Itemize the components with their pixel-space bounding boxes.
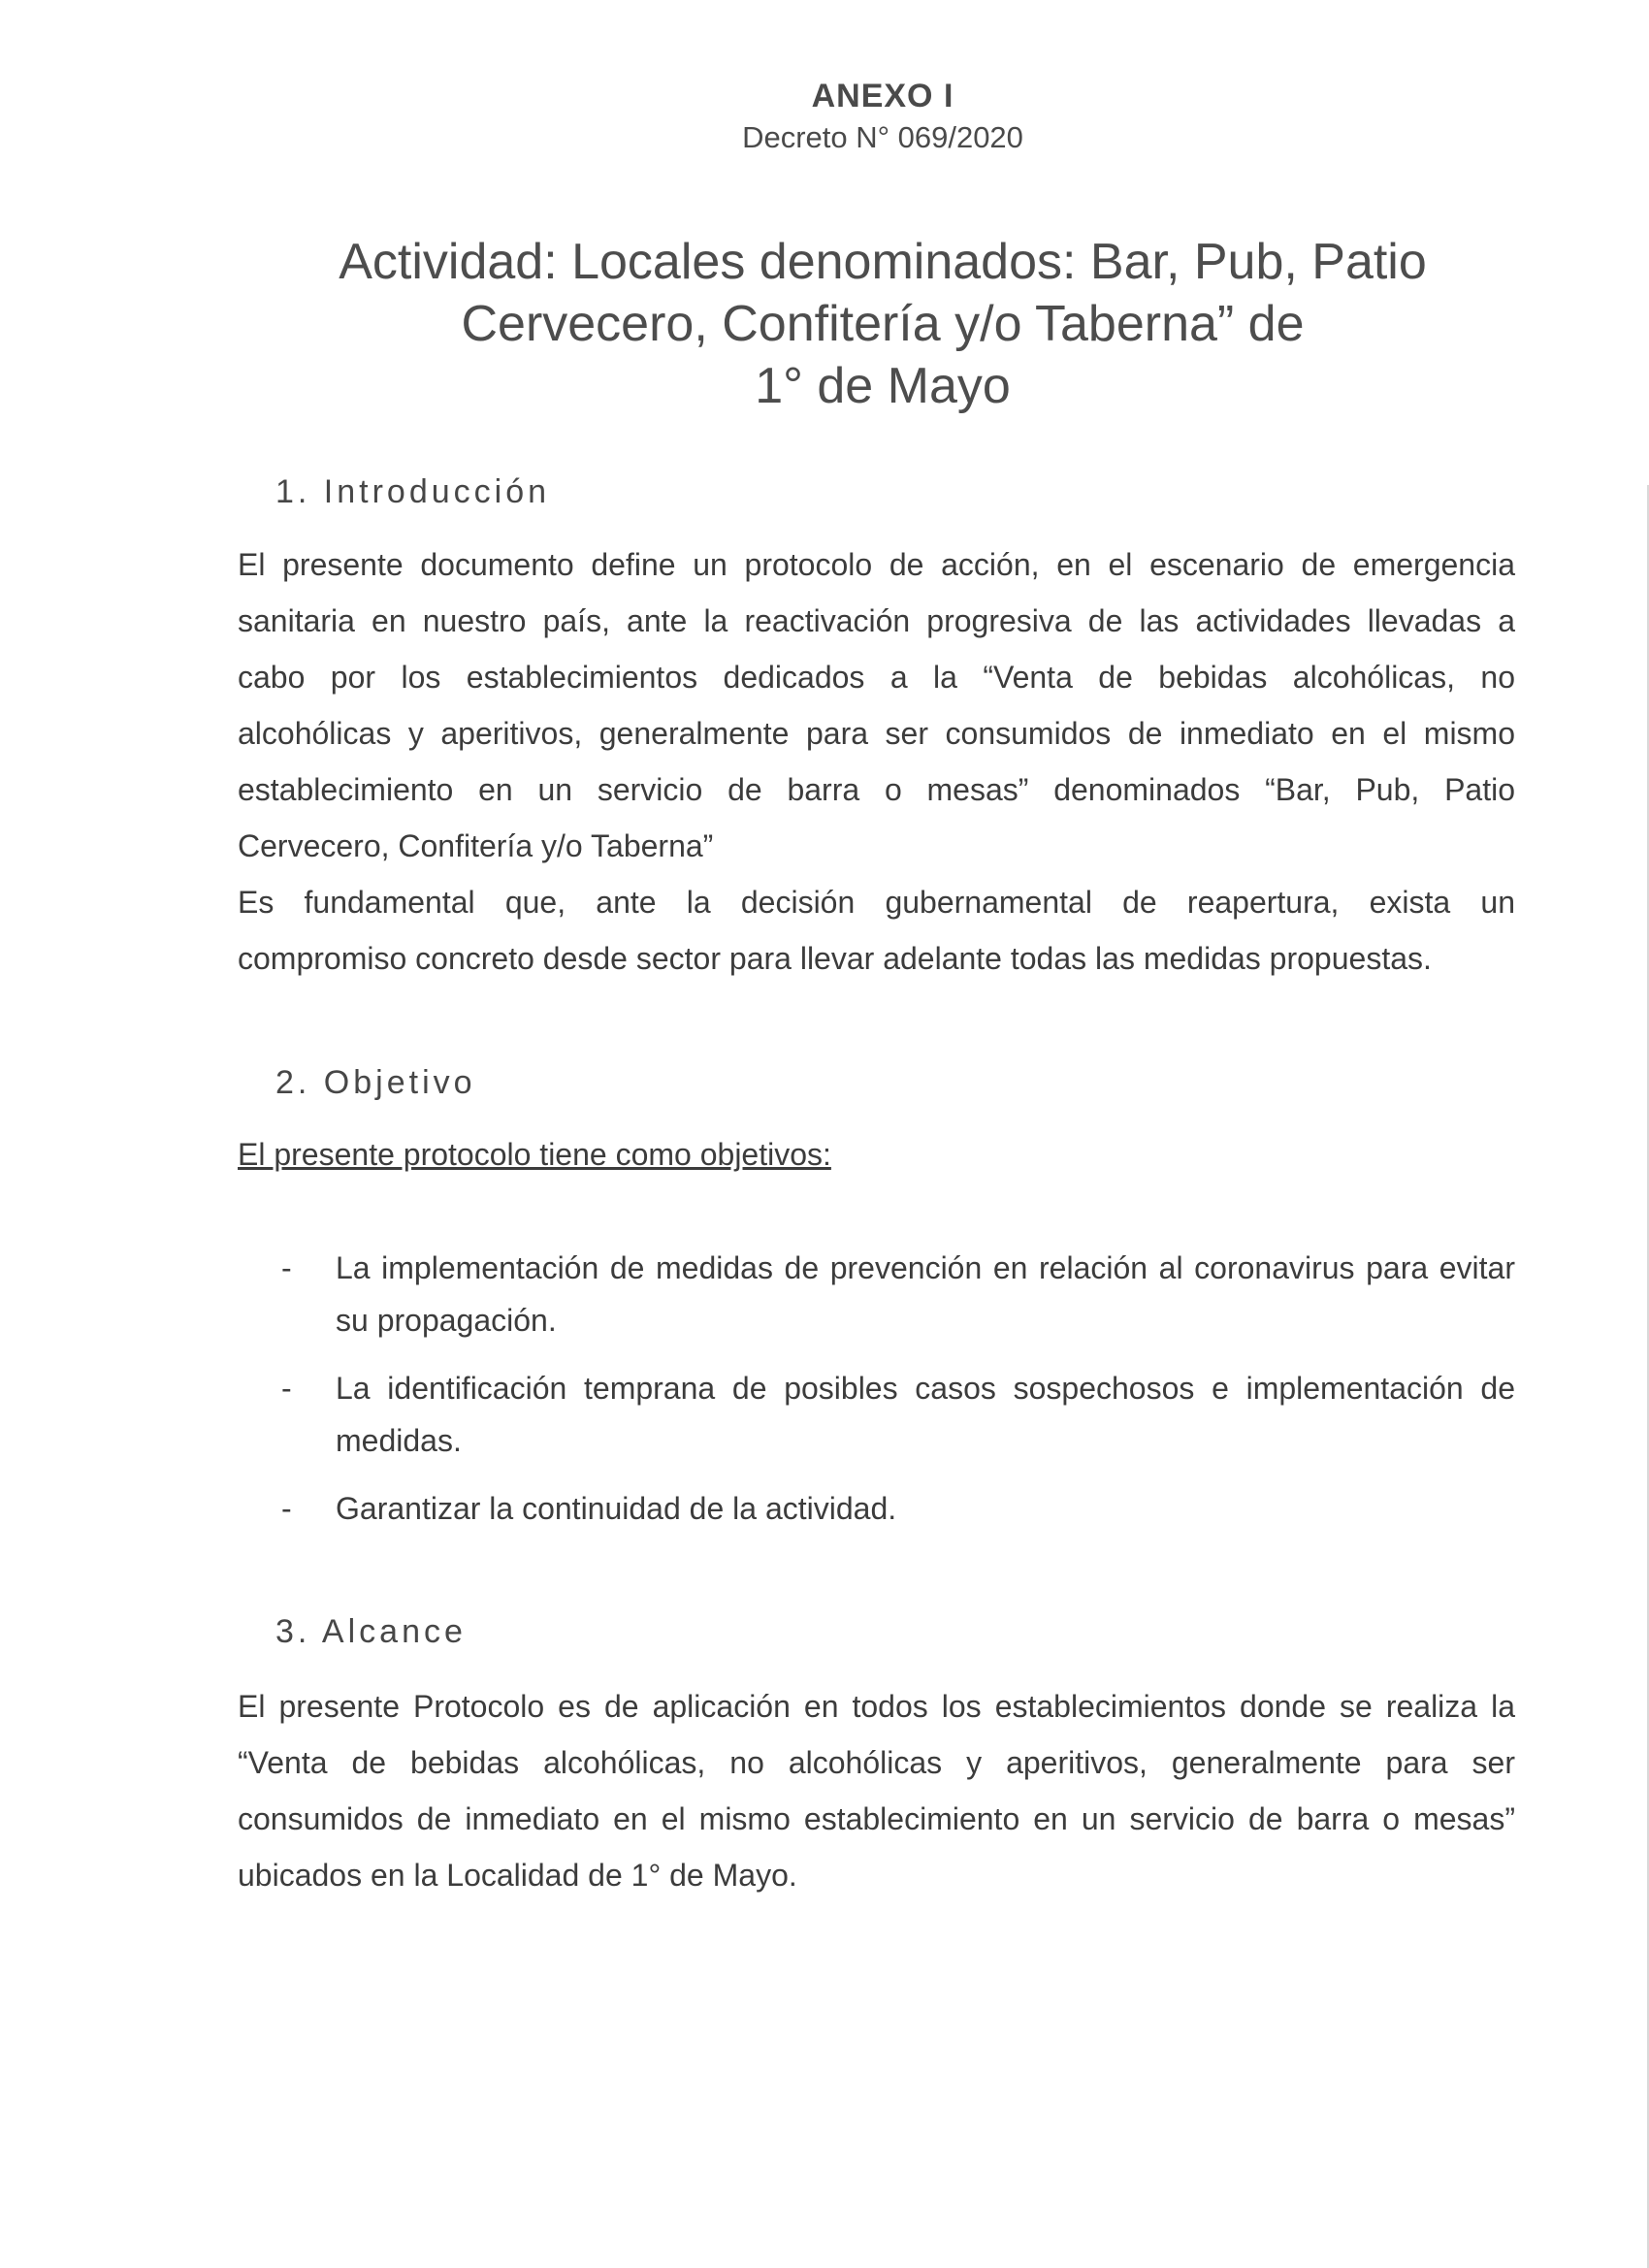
list-item-text: La implementación de medidas de prevención en relación al coronavirus para evitar su propagación. bbox=[336, 1250, 1515, 1338]
section-heading-objetivo: 2. Objetivo bbox=[275, 1064, 476, 1101]
paragraph-line: “Venta de bebidas alcohólicas, no alcohólicas y aperitivos, generalmente para ser bbox=[238, 1745, 1515, 1780]
paragraph-line: sanitaria en nuestro país, ante la reactivación progresiva de las actividades llevadas a bbox=[238, 603, 1515, 638]
document-title bbox=[155, 231, 1610, 417]
section-heading-introduccion: 1. Introducción bbox=[275, 473, 551, 510]
decree-number: Decreto N° 069/2020 bbox=[742, 120, 1023, 154]
objectives-list bbox=[281, 1242, 1515, 1550]
bullet-dash: - bbox=[281, 1250, 292, 1285]
paragraph-line: alcohólicas y aperitivos, generalmente para ser consumidos de inmediato en el mismo bbox=[238, 716, 1515, 751]
list-item bbox=[281, 1482, 1515, 1535]
annex-label: ANEXO I bbox=[811, 78, 954, 114]
paragraph-line: consumidos de inmediato en el mismo establecimiento en un servicio de barra o mesas” bbox=[238, 1801, 1515, 1836]
list-item bbox=[281, 1362, 1515, 1467]
list-item bbox=[281, 1242, 1515, 1346]
paragraph-line: establecimiento en un servicio de barra o mesas” denominados “Bar, Pub, Patio bbox=[238, 772, 1515, 807]
bullet-dash: - bbox=[281, 1371, 292, 1406]
title-line-1: Actividad: Locales denominados: Bar, Pub, Patio bbox=[339, 234, 1427, 290]
list-item-text: Garantizar la continuidad de la actividad. bbox=[336, 1491, 897, 1526]
paragraph-line: ubicados en la Localidad de 1° de Mayo. bbox=[238, 1858, 797, 1893]
objectives-subheading: El presente protocolo tiene como objetivos: bbox=[238, 1137, 831, 1172]
title-line-3: 1° de Mayo bbox=[755, 358, 1011, 414]
intro-paragraph bbox=[238, 536, 1515, 987]
paragraph-line: compromiso concreto desde sector para llevar adelante todas las medidas propuestas. bbox=[238, 941, 1432, 976]
scope-paragraph bbox=[238, 1678, 1515, 1903]
title-line-2: Cervecero, Confitería y/o Taberna” de bbox=[461, 296, 1305, 352]
list-item-text: La identificación temprana de posibles casos sospechosos e implementación de medidas. bbox=[336, 1371, 1515, 1458]
bullet-dash: - bbox=[281, 1491, 292, 1526]
paragraph-line: El presente Protocolo es de aplicación en todos los establecimientos donde se realiza la bbox=[238, 1689, 1515, 1724]
paragraph-line: El presente documento define un protocolo de acción, en el escenario de emergencia bbox=[238, 547, 1515, 582]
paragraph-line: Es fundamental que, ante la decisión gubernamental de reapertura, exista un bbox=[238, 885, 1515, 920]
paragraph-line: Cervecero, Confitería y/o Taberna” bbox=[238, 828, 714, 863]
section-heading-alcance: 3. Alcance bbox=[275, 1613, 467, 1650]
paragraph-line: cabo por los establecimientos dedicados a la “Venta de bebidas alcohólicas, no bbox=[238, 660, 1515, 695]
